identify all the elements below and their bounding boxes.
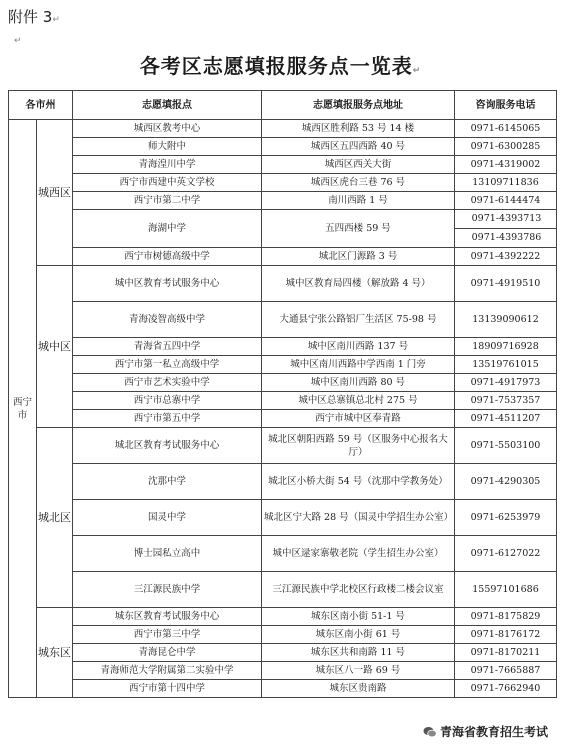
phone-cell: 0971-6145065: [455, 120, 557, 138]
table-row: [9, 392, 557, 410]
point-cell: 西宁市第十四中学: [73, 680, 262, 698]
point-cell: 城西区教考中心: [73, 120, 262, 138]
phone-cell: 15597101686: [455, 572, 557, 608]
address-cell: 城北区宁大路 28 号（国灵中学招生办公室）: [262, 500, 455, 536]
point-cell: 青海凌智高级中学: [73, 302, 262, 338]
phone-cell: [455, 210, 557, 248]
point-cell: 城东区教育考试服务中心: [73, 608, 262, 626]
address-cell: 城东区共和南路 11 号: [262, 644, 455, 662]
phone-cell: 0971-4917973: [455, 374, 557, 392]
phone-cell: 0971-8176172: [455, 626, 557, 644]
point-cell: 西宁市第二中学: [73, 192, 262, 210]
point-cell: 沈那中学: [73, 464, 262, 500]
point-cell: 博士园私立高中: [73, 536, 262, 572]
header-phone: 咨询服务电话: [455, 91, 557, 120]
point-cell: 西宁市第一私立高级中学: [73, 356, 262, 374]
address-cell: 城中区总寨镇总北村 275 号: [262, 392, 455, 410]
address-cell: 城中区逯家寨敬老院（学生招生办公室）: [262, 536, 455, 572]
table-header-row: [9, 91, 557, 120]
paragraph-mark-icon: ↵: [14, 36, 22, 46]
table-row: [9, 374, 557, 392]
address-cell: 城西区西关大街: [262, 156, 455, 174]
phone-cell: 0971-7537357: [455, 392, 557, 410]
phone-cell: 13109711836: [455, 174, 557, 192]
page-title-text: 各考区志愿填报服务点一览表: [139, 54, 413, 78]
city-cell: 西宁市: [9, 120, 37, 698]
phone-cell: 13139090612: [455, 302, 557, 338]
table-row: [9, 174, 557, 192]
address-cell: 城东区南小街 61 号: [262, 626, 455, 644]
paragraph-mark-icon: ↵: [412, 66, 422, 76]
point-cell: 青海湟川中学: [73, 156, 262, 174]
address-cell: 城西区虎台三巷 76 号: [262, 174, 455, 192]
table-row: [9, 266, 557, 302]
table-row: [9, 302, 557, 338]
address-cell: 城东区贵南路: [262, 680, 455, 698]
paragraph-mark-icon: ↵: [52, 15, 60, 25]
table-row: [9, 572, 557, 608]
point-cell: 三江源民族中学: [73, 572, 262, 608]
phone-cell: 0971-6144474: [455, 192, 557, 210]
header-city: 各市州: [9, 91, 73, 120]
table-row: [9, 156, 557, 174]
phone-cell: 0971-7662940: [455, 680, 557, 698]
point-cell: 海湖中学: [73, 210, 262, 248]
watermark: [420, 722, 551, 741]
table-row: [9, 428, 557, 464]
phone-cell: 0971-4919510: [455, 266, 557, 302]
address-cell: 城西区五四西路 40 号: [262, 138, 455, 156]
watermark-text: 青海省教育招生考试: [439, 725, 548, 739]
phone-cell: 0971-6300285: [455, 138, 557, 156]
phone-line: 0971-4393786: [471, 232, 542, 243]
phone-cell: 18909716928: [455, 338, 557, 356]
point-cell: 西宁市第三中学: [73, 626, 262, 644]
address-cell: 城北区门源路 3 号: [262, 248, 455, 266]
phone-cell: 0971-6253979: [455, 500, 557, 536]
phone-cell: 0971-4319002: [455, 156, 557, 174]
table-row: [9, 192, 557, 210]
phone-cell: 0971-7665887: [455, 662, 557, 680]
point-cell: 城北区教育考试服务中心: [73, 428, 262, 464]
table-row: [9, 626, 557, 644]
table-row: [9, 410, 557, 428]
point-cell: 青海昆仑中学: [73, 644, 262, 662]
district-cell: 城西区: [37, 120, 73, 266]
address-cell: 城北区小桥大街 54 号（沈那中学教务处）: [262, 464, 455, 500]
point-cell: 西宁市西建中英文学校: [73, 174, 262, 192]
address-cell: 城东区八一路 69 号: [262, 662, 455, 680]
point-cell: 西宁市第五中学: [73, 410, 262, 428]
address-cell: 城中区教育局四楼（解放路 4 号）: [262, 266, 455, 302]
point-cell: 西宁市总寨中学: [73, 392, 262, 410]
attachment-text: 附件 3: [8, 8, 53, 26]
address-cell: 城北区朝阳西路 59 号（区服务中心报名大厅）: [262, 428, 455, 464]
page-title: [0, 50, 561, 79]
table-row: [9, 138, 557, 156]
address-cell: 南川西路 1 号: [262, 192, 455, 210]
table-body: [9, 120, 557, 698]
address-cell: 三江源民族中学北校区行政楼二楼会议室: [262, 572, 455, 608]
point-cell: 西宁市树德高级中学: [73, 248, 262, 266]
table-row: [9, 500, 557, 536]
table-row: [9, 680, 557, 698]
address-cell: 城中区南川西路中学西南 1 门旁: [262, 356, 455, 374]
phone-cell: 0971-6127022: [455, 536, 557, 572]
table-row: [9, 356, 557, 374]
phone-cell: 0971-4290305: [455, 464, 557, 500]
header-address: 志愿填报服务点地址: [262, 91, 455, 120]
service-points-table: [8, 90, 557, 698]
point-cell: 师大附中: [73, 138, 262, 156]
phone-cell: 0971-8175829: [455, 608, 557, 626]
point-cell: 青海师范大学附属第二实验中学: [73, 662, 262, 680]
address-cell: 城中区南川西路 137 号: [262, 338, 455, 356]
point-cell: 青海省五四中学: [73, 338, 262, 356]
header-point: 志愿填报点: [73, 91, 262, 120]
address-cell: 城西区胜利路 53 号 14 楼: [262, 120, 455, 138]
point-cell: 国灵中学: [73, 500, 262, 536]
address-cell: 城中区南川西路 80 号: [262, 374, 455, 392]
district-cell: 城北区: [37, 428, 73, 608]
point-cell: 西宁市艺术实验中学: [73, 374, 262, 392]
table-row: [9, 120, 557, 138]
table-row: [9, 248, 557, 266]
district-cell: 城中区: [37, 266, 73, 428]
table-row: [9, 662, 557, 680]
table-row: [9, 644, 557, 662]
wechat-icon: [423, 725, 437, 739]
attachment-label: [8, 6, 60, 27]
phone-line: 0971-4393713: [455, 210, 557, 229]
table-row: [9, 464, 557, 500]
address-cell: 五四西楼 59 号: [262, 210, 455, 248]
address-cell: 西宁市城中区奉青路: [262, 410, 455, 428]
phone-cell: 0971-5503100: [455, 428, 557, 464]
phone-cell: 13519761015: [455, 356, 557, 374]
phone-cell: 0971-4511207: [455, 410, 557, 428]
point-cell: 城中区教育考试服务中心: [73, 266, 262, 302]
table-row: [9, 210, 557, 248]
phone-cell: 0971-8170211: [455, 644, 557, 662]
table-row: [9, 608, 557, 626]
phone-cell: 0971-4392222: [455, 248, 557, 266]
district-cell: 城东区: [37, 608, 73, 698]
address-cell: 大通县宁张公路铝厂生活区 75-98 号: [262, 302, 455, 338]
table-row: [9, 536, 557, 572]
table-row: [9, 338, 557, 356]
address-cell: 城东区南小街 51-1 号: [262, 608, 455, 626]
